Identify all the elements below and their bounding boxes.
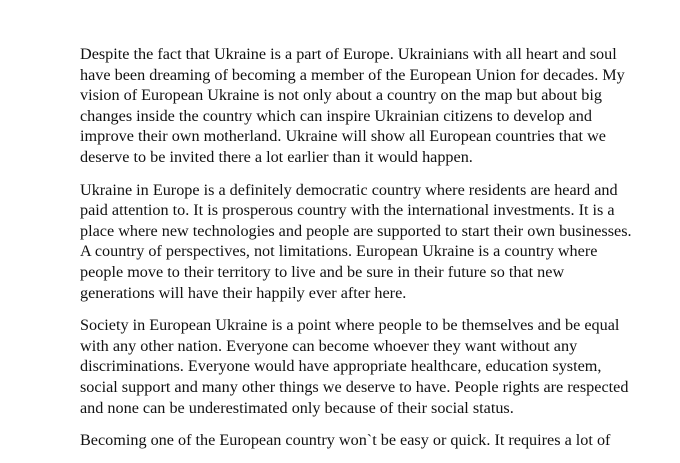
text-line: A country of perspectives, not limitations. European Ukraine is a country where [80, 242, 598, 261]
text-line: paid attention to. It is prosperous country with the international investments. It is a [80, 201, 615, 220]
text-line: changes inside the country which can inspire Ukrainian citizens to develop and [80, 106, 592, 125]
paragraph-2 [80, 180, 650, 304]
text-line: people move to their territory to live and be sure in their future so that new [80, 262, 565, 281]
text-line: Becoming one of the European country won`t be easy or quick. It requires a lot of [80, 431, 611, 450]
text-line: Society in European Ukraine is a point where people to be themselves and be equal [80, 316, 620, 335]
document-page [80, 44, 650, 463]
text-line: social support and many other things we deserve to have. People rights are respected [80, 377, 629, 396]
text-line: Despite the fact that Ukraine is a part of Europe. Ukrainians with all heart and soul [80, 45, 617, 63]
text-line: place where new technologies and people are supported to start their own businesses. [80, 221, 632, 240]
text-line: discriminations. Everyone would have appropriate healthcare, education system, [80, 357, 602, 376]
paragraph-1 [80, 44, 650, 168]
text-line: and none can be underestimated only because of their social status. [80, 398, 514, 417]
paragraph-4 [80, 430, 650, 451]
text-line: improve their own motherland. Ukraine will show all European countries that we [80, 127, 606, 146]
text-line: vision of European Ukraine is not only about a country on the map but about big [80, 86, 602, 105]
text-line: Ukraine in Europe is a definitely democratic country where residents are heard and [80, 180, 618, 199]
text-line: generations will have their happily ever after here. [80, 283, 407, 302]
text-line: deserve to be invited there a lot earlier than it would happen. [80, 147, 473, 166]
text-line: with any other nation. Everyone can become whoever they want without any [80, 336, 578, 355]
paragraph-3 [80, 315, 650, 418]
text-line: have been dreaming of becoming a member of the European Union for decades. My [80, 65, 625, 84]
